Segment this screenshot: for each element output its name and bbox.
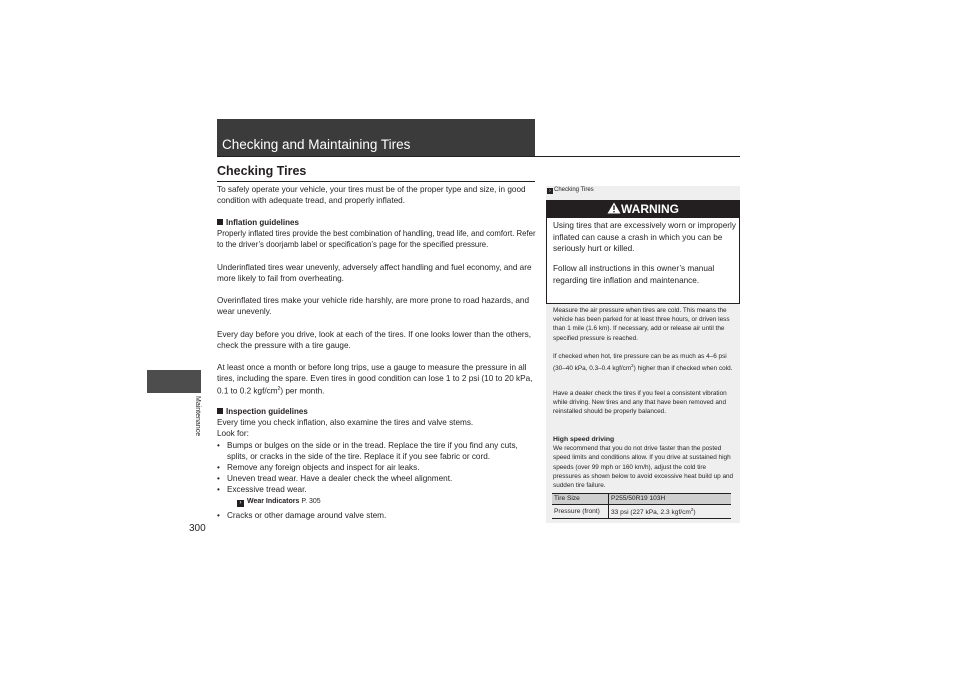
high-speed-section (553, 435, 735, 490)
section-title: Checking and Maintaining Tires (222, 137, 411, 152)
list-item: • Uneven tread wear. Have a dealer check the wheel alignment. (217, 473, 537, 484)
side-tab (147, 370, 201, 393)
sidebar-p1: Measure the air pressure when tires are cold. This means the vehicle has been parked for at least three hours, or driven less than 1 mile (1.6 km). If necessary, add or release air until the specified pressure is reached. (553, 307, 730, 342)
tire-pressure-table-wrap (552, 493, 731, 519)
warning-title: WARNING (621, 202, 679, 216)
list-item: • Excessive tread wear. (217, 484, 537, 495)
sidebar-label (547, 187, 594, 194)
table-cell: Pressure (front) (552, 505, 609, 519)
inspection-list-cont (217, 510, 537, 521)
intro-text: To safely operate your vehicle, your tires must be of the proper type and size, in good condition with adequate tread, and properly inflated. (217, 185, 526, 206)
pressure-value: 33 psi (227 kPa, 2.3 kgf/cm (611, 509, 691, 517)
heading-rule (217, 181, 535, 182)
inflation-p5-end: ) per month. (280, 387, 325, 397)
look-for-label: Look for: (217, 429, 249, 439)
inflation-section (217, 217, 537, 251)
pressure-end: ) (693, 509, 696, 517)
tire-pressure-table (552, 493, 731, 519)
sidebar-label-text: Checking Tires (554, 187, 594, 193)
page-number: 300 (189, 523, 206, 534)
inflation-title: Inflation guidelines (226, 218, 299, 227)
cross-reference-icon: › (237, 500, 244, 507)
inspection-heading (217, 406, 537, 417)
inspection-p1: Every time you check inflation, also examine the tires and valve stems. (217, 418, 474, 428)
side-tab-label: Maintenance (194, 396, 201, 437)
sidebar-p2-end: ) higher than if checked when cold. (633, 365, 733, 373)
list-item: • Bumps or bulges on the side or in the tread. Replace the tire if you find any cuts, splits, or cracks in the side of the tire. Replace it if you see fabric or cord. (217, 440, 537, 462)
warning-header (547, 201, 739, 218)
inflation-p3: Overinflated tires make your vehicle ride harshly, are more prone to road hazards, and wear unevenly. (217, 296, 530, 317)
inflation-p5-block (217, 362, 537, 397)
header-rule (217, 156, 740, 157)
xref-label: Wear Indicators (247, 497, 300, 505)
warning-triangle-icon (607, 202, 621, 214)
inflation-heading (217, 217, 537, 228)
sidebar-p2-text: If checked when hot, tire pressure can be as much as 4–6 psi (30–40 kPa, 0.3–0.4 kgf/cm (553, 353, 727, 373)
warning-p1: Using tires that are excessively worn or improperly inflated can cause a crash in which you can be seriously hurt or killed. (553, 221, 736, 253)
inflation-p5-text: At least once a month or before long trips, use a gauge to measure the pressure in all tires, including the spare. Even tires in good condition can lose 1 to 2 psi (10 to 20 kPa, 0.1 to 0.2 kgf/cm (217, 363, 533, 397)
table-cell: Tire Size (552, 494, 609, 505)
inflation-p1: Properly inflated tires provide the best combination of handling, tread life, and comfort. Refer to the driver’s doorjamb label or specification’s page for the specified pressure. (217, 229, 536, 250)
square-bullet-icon (217, 219, 223, 225)
inspection-section (217, 406, 537, 521)
xref-page: P. 305 (301, 497, 321, 505)
inflation-p3-block (217, 295, 537, 317)
square-bullet-icon (217, 408, 223, 414)
page-heading: Checking Tires (217, 164, 307, 178)
pressure-sup: 2 (690, 507, 694, 512)
inspection-list (217, 440, 537, 496)
high-speed-title: High speed driving (553, 436, 615, 443)
high-speed-text: We recommend that you do not drive faster than the posted speed limits and conditions allow. If you drive at sustained high speeds (over 99 mph or 160 km/h), adjust the cold tire pressures as shown below to avoid excessive heat build up and sudden tire failure. (553, 445, 734, 490)
inflation-p2-block (217, 262, 537, 284)
sidebar-p3: Have a dealer check the tires if you feel a consistent vibration while driving. New tires and any that have been removed and reinstalled should be properly balanced. (553, 390, 727, 416)
warning-p2: Follow all instructions in this owner’s manual regarding tire inflation and maintenance. (553, 264, 715, 285)
list-item: • Cracks or other damage around valve stem. (217, 510, 537, 521)
list-item: • Remove any foreign objects and inspect for air leaks. (217, 462, 537, 473)
inspection-title: Inspection guidelines (226, 407, 308, 416)
sidebar-p2 (553, 352, 735, 374)
table-row (552, 505, 731, 519)
table-cell: P255/50R19 103H (609, 494, 732, 505)
cross-reference-icon: › (547, 188, 553, 194)
inflation-p4-block (217, 329, 537, 351)
inflation-p2: Underinflated tires wear unevenly, adversely affect handling and fuel economy, and are more likely to fail from overheating. (217, 263, 532, 284)
inflation-p5-sup: 2 (277, 386, 281, 393)
intro-paragraph (217, 184, 537, 206)
inflation-p4: Every day before you drive, look at each of the tires. If one looks lower than the others, check the pressure with a tire gauge. (217, 330, 532, 351)
table-row (552, 494, 731, 505)
sidebar-p2-sup: 2 (631, 363, 634, 369)
table-cell (609, 505, 732, 519)
inflation-p5 (217, 362, 537, 397)
wear-indicators-link[interactable] (217, 496, 537, 507)
